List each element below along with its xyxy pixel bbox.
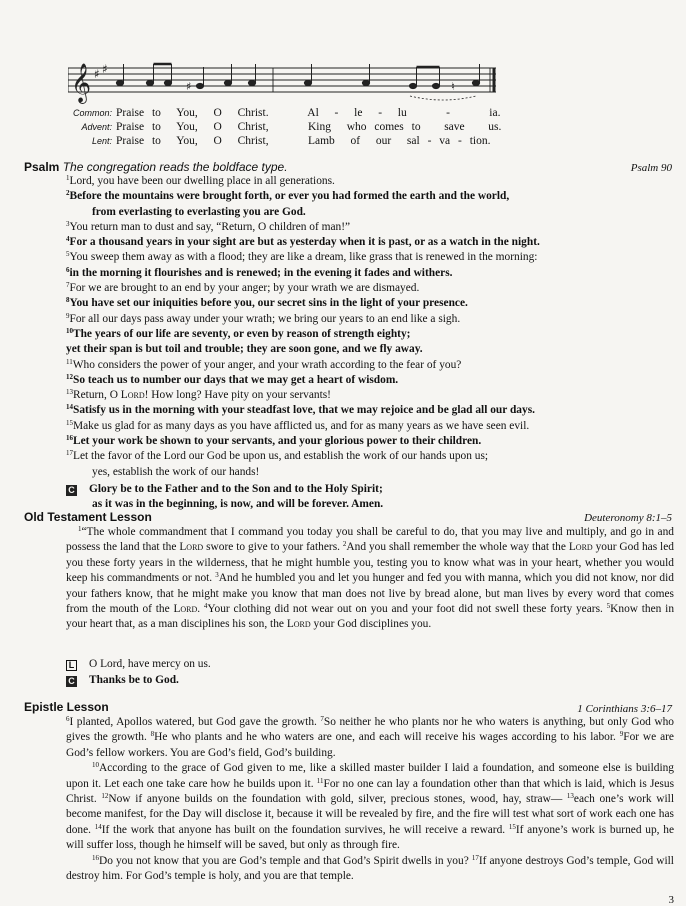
response-line: [66, 656, 211, 672]
verse-number: 13: [66, 388, 73, 397]
psalm-verse: $^{10}$The years of our life are seventy, or even by reason of strength eighty;: [66, 326, 411, 340]
psalm-text: [66, 174, 672, 513]
response-text: Thanks be to God.: [89, 674, 179, 686]
psalm-verse: $^8$You have set our iniquities before you, our secret sins in the light of your presence.: [66, 296, 468, 310]
epistle-citation: 1 Corinthians 3:6–17: [577, 703, 672, 715]
verse-row: [20, 134, 540, 148]
epistle-paragraph: $^{16}$Do you not know that you are God’s temple and that God’s Spirit dwells in you? $^{17}$If anyone destroys God’s temple, God will destroy him. For God’s temple is holy, and you are that temple.: [66, 853, 674, 883]
psalm-verse: $^{11}$Who considers the power of your anger, and your wrath according to the fear of you?: [66, 357, 462, 371]
verse-number: 9: [66, 311, 70, 320]
psalm-verse: $^9$For all our days pass away under your wrath; we bring our years to an end like a sigh.: [66, 311, 461, 325]
psalm-verse: $^{14}$Satisfy us in the morning with your steadfast love, that we may rejoice and be glad all our days.: [66, 403, 535, 417]
psalm-instruction: The congregation reads the boldface type.: [62, 160, 288, 174]
psalm-verse: $^{15}$Make us glad for as many days as you have afflicted us, and for as many years as we have seen evil.: [66, 418, 530, 432]
verse-number: 13: [566, 792, 574, 801]
verse-number: 11: [66, 357, 73, 366]
verse-label: Advent:: [81, 122, 112, 132]
svg-text:♯: ♯: [102, 62, 108, 76]
verse-number: 10: [66, 326, 73, 335]
psalm-verse: $^{13}$Return, O Lord! How long? Have pity on your servants!: [66, 388, 331, 402]
ot-response: [66, 656, 211, 688]
gloria-patri-line: C Glory be to the Father and to the Son and to the Holy Spirit;: [66, 482, 672, 497]
verse-label: Common:: [72, 108, 112, 118]
verse-number: 16: [92, 853, 99, 862]
verse-number: 6: [66, 265, 70, 274]
ot-heading: Old Testament Lesson: [24, 510, 152, 524]
verse-number: 8: [66, 296, 70, 305]
verse-number: 11: [316, 776, 324, 785]
svg-text:♯: ♯: [94, 67, 100, 81]
verse-text: Praise to You, O Christ, King who comes to save us.: [116, 121, 502, 133]
svg-text:♮: ♮: [451, 80, 455, 93]
svg-text:♯: ♯: [186, 80, 192, 93]
psalm-verse: $^3$You return man to dust and say, “Return, O children of man!”: [66, 219, 351, 233]
psalm-verse: $^{12}$So teach us to number our days that we may get a heart of wisdom.: [66, 372, 399, 386]
response-text: O Lord, have mercy on us.: [89, 658, 211, 670]
verse-number: 16: [66, 434, 73, 443]
epistle-reading: [66, 715, 674, 884]
verse-number: 5: [66, 250, 70, 259]
verse-number: 14: [66, 403, 73, 412]
psalm-verse: $^7$For we are brought to an end by your anger; by your wrath we are dismayed.: [66, 281, 420, 295]
verse-number: 17: [66, 449, 73, 458]
verse-number: 10: [92, 761, 99, 770]
psalm-title: Psalm: [24, 160, 60, 174]
alleluia-music-staff: [68, 56, 498, 106]
verse-number: 17: [471, 853, 479, 862]
verse-number: 9: [619, 730, 624, 739]
page-number: 3: [668, 894, 674, 906]
psalm-verse: $^4$For a thousand years in your sight are but as yesterday when it is past, or as a watch in the night.: [66, 235, 540, 249]
verse-row: [20, 120, 540, 134]
verse-number: 1: [78, 525, 82, 533]
psalm-verse: from everlasting to everlasting you are God.: [92, 205, 306, 218]
verse-number: 7: [320, 715, 324, 723]
verse-number: 2: [66, 189, 70, 198]
lord-smallcaps: Lord: [179, 541, 204, 554]
ot-citation: Deuteronomy 8:1–5: [584, 512, 672, 524]
lord-smallcaps: Lord: [286, 618, 311, 631]
ot-reading: [66, 525, 674, 633]
verse-text: Praise to You, O Christ. Al - le - lu - ia.: [116, 107, 501, 119]
epistle-paragraph: $^6$I planted, Apollos watered, but God gave the growth. $^7$So neither he who plants nor he who waters is anything, but only God who gives the growth. $^8$He who plants and he who waters are one, and each will receive his wages according to his labor. $^9$For we are God’s fellow workers. You are God’s field, God’s building.: [66, 715, 675, 759]
verse-number: 3: [215, 571, 219, 580]
psalm-verse: $^5$You sweep them away as with a flood; they are like a dream, like grass that is renewed in the morning:: [66, 250, 538, 264]
ot-text: $^1$“The whole commandment that I command you today you shall be careful to do, that you may live and multiply, and go in and possess the land that the Lord swore to give to your fathers. $^2$And you shall remember the whole way that the Lord your God has led you these forty years in the wilderness, that he might humble you, testing you to know what was in your heart, whether you would keep his commandments or not. $^3$And he humbled you and let you hunger and fed you with manna, which you did not know, nor did your fathers know, that he might make you know that man does not live by bread alone, but man lives by every word that comes from the mouth of the Lord. $^4$Your clothing did not wear out on you and your foot did not swell these forty years. $^5$Know then in your heart that, as a man disciplines his son, the Lord your God disciplines you.: [66, 525, 675, 631]
epistle-heading: Epistle Lesson: [24, 700, 109, 714]
verse-row: [20, 106, 540, 120]
verse-number: 12: [101, 792, 109, 801]
verse-number: 3: [66, 219, 70, 228]
psalm-verse: $^6$in the morning it flourishes and is renewed; in the evening it fades and withers.: [66, 265, 453, 279]
verse-number: 14: [94, 822, 102, 831]
psalm-heading: [24, 160, 288, 174]
verse-number: 7: [66, 281, 70, 290]
congregation-marker: C: [66, 485, 77, 496]
gloria-patri-line: as it was in the beginning, is now, and will be forever. Amen.: [92, 498, 384, 511]
verse-number: 4: [66, 235, 70, 244]
lord-smallcaps: Lord: [173, 603, 198, 616]
verse-number: 15: [508, 822, 516, 831]
verse-number: 8: [150, 730, 155, 739]
verse-number: 2: [342, 540, 347, 549]
lord-smallcaps: Lord: [568, 541, 593, 554]
leader-marker: L: [66, 660, 77, 671]
response-line: [66, 672, 211, 688]
psalm-verse: yet their span is but toil and trouble; they are soon gone, and we fly away.: [66, 343, 423, 356]
psalm-verse: $^{16}$Let your work be shown to your servants, and your glorious power to their children.: [66, 434, 482, 448]
psalm-verse: $^2$Before the mountains were brought forth, or ever you had formed the earth and the world,: [66, 189, 510, 203]
verse-number: 4: [203, 602, 208, 611]
verse-number: 6: [66, 715, 70, 723]
verse-lyrics: [20, 106, 540, 148]
svg-text:𝄞: 𝄞: [71, 63, 92, 103]
verse-number: 15: [66, 418, 73, 427]
verse-number: 5: [606, 602, 611, 611]
psalm-verse: $^{17}$Let the favor of the Lord our God be upon us, and establish the work of our hands upon us;: [66, 449, 489, 463]
congregation-marker: C: [66, 676, 77, 687]
psalm-verse: $^1$Lord, you have been our dwelling place in all generations.: [66, 174, 335, 187]
verse-label: Lent:: [91, 136, 112, 146]
verse-number: 12: [66, 372, 73, 381]
epistle-paragraph: $^{10}$According to the grace of God given to me, like a skilled master builder I laid a foundation, and someone else is building upon it. Let each one take care how he builds upon it. $^{11}$For no one can lay a foundation other than that which is laid, which is Jesus Christ. $^{12}$Now if anyone builds on the foundation with gold, silver, precious stones, wood, hay, straw— $^{13}$each one’s work will become manifest, for the Day will disclose it, because it will be revealed by fire, and the fire will test what sort of work each one has done. $^{14}$If the work that anyone has built on the foundation survives, he will receive a reward. $^{15}$If anyone’s work is burned up, he will suffer loss, though he himself will be saved, but only as through fire.: [66, 761, 674, 852]
verse-text: Praise to You, O Christ, Lamb of our sal - va - tion.: [116, 135, 491, 147]
psalm-verse: yes, establish the work of our hands!: [92, 465, 260, 478]
verse-number: 1: [66, 174, 70, 182]
lord-smallcaps: Lord: [120, 389, 145, 402]
psalm-citation: Psalm 90: [630, 162, 672, 174]
